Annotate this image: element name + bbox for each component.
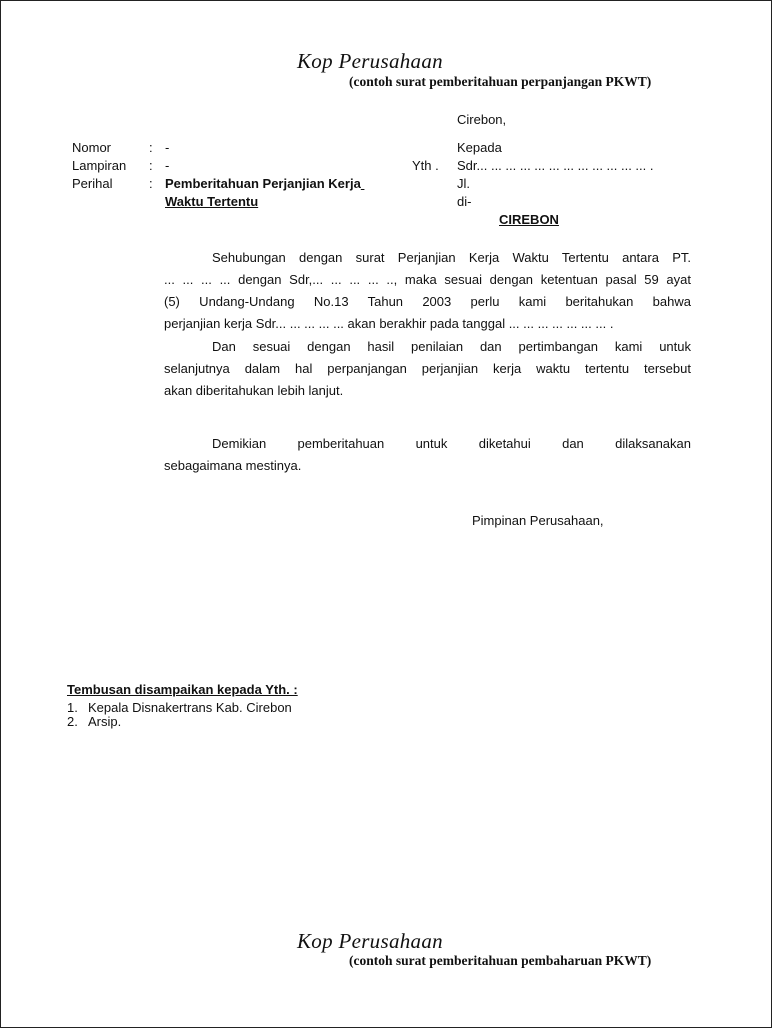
body-line: Dan sesuai dengan hasil penilaian dan pertimbangan kami untuk (212, 339, 691, 354)
recipient-yth: Yth . (412, 158, 439, 173)
tembusan-title: Tembusan disampaikan kepada Yth. : (67, 682, 298, 697)
body-line: Demikian pemberitahuan untuk diketahui dan dilaksanakan (212, 436, 691, 451)
letter-subtitle-2: (contoh surat pemberitahuan pembaharuan PKWT) (349, 953, 652, 968)
recipient-city: CIREBON (499, 212, 559, 227)
letter-place: Cirebon, (457, 112, 507, 127)
tembusan-list (67, 701, 292, 729)
body-line: ... ... ... ... dengan Sdr,... ... ... ... .., maka sesuai dengan ketentuan pasal 59 ayat (164, 272, 691, 287)
body-line: perjanjian kerja Sdr... ... ... ... ... akan berakhir pada tanggal ... ... ... ... ... ... ... . (164, 316, 614, 331)
letterhead-title-2: Kop Perusahaan (297, 929, 443, 953)
lampiran-colon: : (149, 158, 153, 173)
recipient-sdr: Sdr... ... ... ... ... ... ... ... ... ... ... ... . (457, 158, 654, 173)
list-item: 1. Kepala Disnakertrans Kab. Cirebon (67, 700, 292, 715)
perihal-colon: : (149, 176, 153, 191)
nomor-colon: : (149, 140, 153, 155)
recipient-di: di- (457, 194, 472, 209)
body-line: (5) Undang-Undang No.13 Tahun 2003 perlu kami beritahukan bahwa (164, 294, 691, 309)
perihal-value-line2: Waktu Tertentu (165, 194, 259, 209)
lampiran-label: Lampiran (72, 158, 127, 173)
recipient-jl: Jl. (457, 176, 470, 191)
body-paragraph-1 (164, 247, 691, 335)
letter-subtitle: (contoh surat pemberitahuan perpanjangan PKWT) (349, 74, 652, 89)
body-line: Sehubungan dengan surat Perjanjian Kerja Waktu Tertentu antara PT. (212, 250, 691, 265)
body-line: selanjutnya dalam hal perpanjangan perjanjian kerja waktu tertentu tersebut (164, 361, 691, 376)
body-paragraph-2 (164, 336, 691, 402)
nomor-value: - (165, 140, 170, 155)
body-line: sebagaimana mestinya. (164, 458, 302, 473)
list-item: 2. Arsip. (67, 714, 122, 729)
body-line: akan diberitahukan lebih lanjut. (164, 383, 344, 398)
body-paragraph-3 (164, 433, 691, 477)
perihal-label: Perihal (72, 176, 113, 191)
recipient-kepada: Kepada (457, 140, 502, 155)
letterhead-title: Kop Perusahaan (297, 49, 443, 73)
signature-title: Pimpinan Perusahaan, (472, 513, 604, 528)
lampiran-value: - (165, 158, 170, 173)
nomor-label: Nomor (72, 140, 112, 155)
perihal-value-line1: Pemberitahuan Perjanjian Kerja (165, 176, 361, 191)
